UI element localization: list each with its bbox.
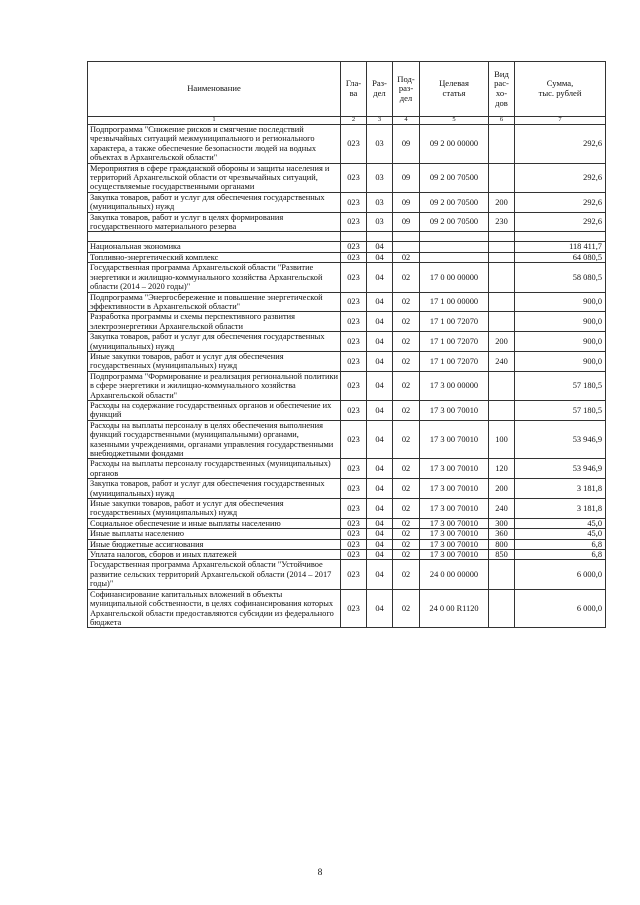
row-podrazdel-cell: 02	[393, 252, 420, 262]
table-row	[88, 371, 606, 400]
column-number: 7	[515, 117, 606, 125]
row-razdel-cell: 04	[367, 459, 393, 479]
row-target-article-cell: 17 3 00 70010	[420, 529, 489, 539]
row-podrazdel-cell: 09	[393, 163, 420, 192]
row-name-cell: Государственная программа Архангельской области "Устойчивое развитие сельских территорий Архангельской области (2014 – 2017 годы)"	[88, 560, 341, 589]
row-expense-type-cell	[489, 125, 515, 164]
row-target-article-cell: 17 3 00 70010	[420, 499, 489, 519]
row-glava-cell: 023	[341, 332, 367, 352]
row-sum-cell: 3 181,8	[515, 479, 606, 499]
row-sum-cell: 118 411,7	[515, 242, 606, 252]
header-name: Наименование	[88, 62, 341, 117]
row-name-cell: Национальная экономика	[88, 242, 341, 252]
table-row	[88, 400, 606, 420]
column-number: 6	[489, 117, 515, 125]
row-podrazdel-cell: 02	[393, 292, 420, 312]
row-razdel-cell: 04	[367, 332, 393, 352]
row-expense-type-cell: 240	[489, 499, 515, 519]
row-glava-cell: 023	[341, 263, 367, 292]
row-sum-cell: 900,0	[515, 332, 606, 352]
row-razdel-cell: 04	[367, 518, 393, 528]
table-row	[88, 242, 606, 252]
row-podrazdel-cell: 09	[393, 212, 420, 232]
row-target-article-cell: 17 1 00 72070	[420, 332, 489, 352]
column-number: 3	[367, 117, 393, 125]
table-header	[88, 62, 606, 125]
row-podrazdel-cell: 02	[393, 550, 420, 560]
row-podrazdel-cell: 09	[393, 125, 420, 164]
row-target-article-cell: 17 3 00 70010	[420, 479, 489, 499]
row-podrazdel-cell: 02	[393, 400, 420, 420]
row-expense-type-cell: 100	[489, 420, 515, 459]
row-razdel-cell: 04	[367, 312, 393, 332]
row-name-cell: Мероприятия в сфере гражданской обороны и защиты населения и территорий Архангельской области от чрезвычайных ситуаций, осуществляемые государственными органами	[88, 163, 341, 192]
row-razdel-cell	[367, 232, 393, 242]
row-razdel-cell: 03	[367, 163, 393, 192]
row-name-cell: Социальное обеспечение и иные выплаты населению	[88, 518, 341, 528]
row-glava-cell: 023	[341, 312, 367, 332]
row-podrazdel-cell	[393, 232, 420, 242]
row-podrazdel-cell: 02	[393, 479, 420, 499]
table-row	[88, 499, 606, 519]
row-glava-cell: 023	[341, 400, 367, 420]
row-sum-cell: 64 080,5	[515, 252, 606, 262]
row-podrazdel-cell: 02	[393, 518, 420, 528]
row-expense-type-cell: 230	[489, 212, 515, 232]
row-podrazdel-cell: 02	[393, 499, 420, 519]
row-expense-type-cell	[489, 292, 515, 312]
row-target-article-cell: 24 0 00 R1120	[420, 589, 489, 628]
row-expense-type-cell: 240	[489, 351, 515, 371]
row-razdel-cell: 04	[367, 263, 393, 292]
table-row	[88, 589, 606, 628]
row-razdel-cell: 04	[367, 499, 393, 519]
page-number: 8	[317, 868, 323, 878]
table-row	[88, 125, 606, 164]
row-expense-type-cell	[489, 163, 515, 192]
budget-table	[87, 61, 606, 628]
row-podrazdel-cell: 02	[393, 589, 420, 628]
row-podrazdel-cell: 02	[393, 560, 420, 589]
table-row	[88, 529, 606, 539]
row-name-cell: Подпрограмма "Формирование и реализация региональной политики в сфере энергетики и жилищно-коммунального хозяйства Архангельской области"	[88, 371, 341, 400]
table-row	[88, 420, 606, 459]
row-razdel-cell: 04	[367, 560, 393, 589]
row-expense-type-cell: 200	[489, 192, 515, 212]
table-row	[88, 351, 606, 371]
row-name-cell: Иные закупки товаров, работ и услуг для обеспечения государственных (муниципальных) нужд	[88, 351, 341, 371]
row-target-article-cell: 17 3 00 00000	[420, 371, 489, 400]
row-razdel-cell: 03	[367, 125, 393, 164]
row-name-cell: Закупка товаров, работ и услуг в целях формирования государственного материального резерва	[88, 212, 341, 232]
row-sum-cell: 58 080,5	[515, 263, 606, 292]
row-sum-cell: 292,6	[515, 192, 606, 212]
row-expense-type-cell: 200	[489, 332, 515, 352]
row-name-cell: Закупка товаров, работ и услуг для обеспечения государственных (муниципальных) нужд	[88, 332, 341, 352]
table-row	[88, 518, 606, 528]
budget-document	[87, 61, 605, 628]
row-glava-cell: 023	[341, 499, 367, 519]
row-sum-cell: 6 000,0	[515, 560, 606, 589]
row-podrazdel-cell: 02	[393, 420, 420, 459]
row-glava-cell: 023	[341, 420, 367, 459]
row-name-cell: Закупка товаров, работ и услуг для обеспечения государственных (муниципальных) нужд	[88, 479, 341, 499]
row-name-cell: Государственная программа Архангельской области "Развитие энергетики и жилищно-коммунального хозяйства Архангельской области (2014 – 2020 годы)"	[88, 263, 341, 292]
row-sum-cell: 57 180,5	[515, 371, 606, 400]
row-target-article-cell: 17 3 00 70010	[420, 550, 489, 560]
row-expense-type-cell	[489, 242, 515, 252]
row-razdel-cell: 04	[367, 351, 393, 371]
row-name-cell: Топливно-энергетический комплекс	[88, 252, 341, 262]
row-target-article-cell: 09 2 00 70500	[420, 212, 489, 232]
table-row	[88, 292, 606, 312]
row-sum-cell: 292,6	[515, 212, 606, 232]
row-podrazdel-cell: 02	[393, 263, 420, 292]
row-podrazdel-cell: 02	[393, 459, 420, 479]
row-podrazdel-cell: 02	[393, 332, 420, 352]
row-podrazdel-cell: 02	[393, 312, 420, 332]
row-glava-cell: 023	[341, 550, 367, 560]
row-sum-cell: 292,6	[515, 163, 606, 192]
row-target-article-cell: 09 2 00 70500	[420, 192, 489, 212]
table-row	[88, 332, 606, 352]
row-expense-type-cell: 300	[489, 518, 515, 528]
header-sum: Сумма, тыс. рублей	[515, 62, 606, 117]
column-number: 2	[341, 117, 367, 125]
row-glava-cell: 023	[341, 459, 367, 479]
row-sum-cell: 6,8	[515, 539, 606, 549]
row-target-article-cell	[420, 232, 489, 242]
row-glava-cell: 023	[341, 539, 367, 549]
table-row	[88, 539, 606, 549]
column-numbers-row	[88, 117, 606, 125]
row-razdel-cell: 04	[367, 400, 393, 420]
row-podrazdel-cell: 09	[393, 192, 420, 212]
row-target-article-cell: 17 3 00 70010	[420, 518, 489, 528]
row-expense-type-cell	[489, 371, 515, 400]
row-name-cell: Иные бюджетные ассигнования	[88, 539, 341, 549]
row-name-cell: Расходы на выплаты персоналу государственных (муниципальных) органов	[88, 459, 341, 479]
row-target-article-cell: 17 0 00 00000	[420, 263, 489, 292]
row-sum-cell: 45,0	[515, 529, 606, 539]
row-name-cell: Расходы на содержание государственных органов и обеспечение их функций	[88, 400, 341, 420]
row-sum-cell: 900,0	[515, 292, 606, 312]
row-target-article-cell: 17 3 00 70010	[420, 420, 489, 459]
row-glava-cell: 023	[341, 351, 367, 371]
row-target-article-cell: 17 3 00 70010	[420, 400, 489, 420]
row-glava-cell: 023	[341, 292, 367, 312]
table-row	[88, 192, 606, 212]
table-row	[88, 252, 606, 262]
row-target-article-cell: 09 2 00 70500	[420, 163, 489, 192]
row-name-cell: Расходы на выплаты персоналу в целях обеспечения выполнения функций государственными (муниципальными) органами, казенными учреждениями, органами управления государственными внебюджетными фондами	[88, 420, 341, 459]
column-number: 4	[393, 117, 420, 125]
row-expense-type-cell: 850	[489, 550, 515, 560]
row-glava-cell: 023	[341, 371, 367, 400]
row-sum-cell	[515, 232, 606, 242]
table-body	[88, 125, 606, 628]
row-name-cell: Закупка товаров, работ и услуг для обеспечения государственных (муниципальных) нужд	[88, 192, 341, 212]
row-target-article-cell: 09 2 00 00000	[420, 125, 489, 164]
row-sum-cell: 53 946,9	[515, 420, 606, 459]
row-podrazdel-cell	[393, 242, 420, 252]
row-razdel-cell: 03	[367, 192, 393, 212]
row-sum-cell: 45,0	[515, 518, 606, 528]
row-razdel-cell: 04	[367, 292, 393, 312]
row-sum-cell: 900,0	[515, 312, 606, 332]
row-target-article-cell: 17 3 00 70010	[420, 459, 489, 479]
row-target-article-cell: 17 1 00 00000	[420, 292, 489, 312]
row-razdel-cell: 04	[367, 529, 393, 539]
row-podrazdel-cell: 02	[393, 351, 420, 371]
row-name-cell	[88, 232, 341, 242]
row-sum-cell: 6,8	[515, 550, 606, 560]
row-sum-cell: 3 181,8	[515, 499, 606, 519]
row-glava-cell	[341, 232, 367, 242]
row-name-cell: Иные выплаты населению	[88, 529, 341, 539]
table-row	[88, 479, 606, 499]
row-name-cell: Уплата налогов, сборов и иных платежей	[88, 550, 341, 560]
header-expense-type: Вид рас- хо- дов	[489, 62, 515, 117]
row-podrazdel-cell: 02	[393, 529, 420, 539]
row-razdel-cell: 04	[367, 539, 393, 549]
header-razdel: Раз- дел	[367, 62, 393, 117]
row-expense-type-cell: 120	[489, 459, 515, 479]
row-expense-type-cell	[489, 312, 515, 332]
row-sum-cell: 900,0	[515, 351, 606, 371]
row-target-article-cell: 24 0 00 00000	[420, 560, 489, 589]
row-glava-cell: 023	[341, 192, 367, 212]
row-name-cell: Иные закупки товаров, работ и услуг для обеспечения государственных (муниципальных) нужд	[88, 499, 341, 519]
row-target-article-cell	[420, 242, 489, 252]
row-razdel-cell: 04	[367, 371, 393, 400]
row-expense-type-cell: 200	[489, 479, 515, 499]
table-row	[88, 312, 606, 332]
table-row	[88, 560, 606, 589]
row-expense-type-cell	[489, 400, 515, 420]
row-glava-cell: 023	[341, 518, 367, 528]
row-glava-cell: 023	[341, 252, 367, 262]
row-sum-cell: 292,6	[515, 125, 606, 164]
row-sum-cell: 53 946,9	[515, 459, 606, 479]
row-glava-cell: 023	[341, 529, 367, 539]
row-razdel-cell: 04	[367, 252, 393, 262]
row-expense-type-cell	[489, 263, 515, 292]
row-target-article-cell: 17 3 00 70010	[420, 539, 489, 549]
row-glava-cell: 023	[341, 479, 367, 499]
column-number: 5	[420, 117, 489, 125]
header-target-article: Целевая статья	[420, 62, 489, 117]
table-row	[88, 263, 606, 292]
row-glava-cell: 023	[341, 242, 367, 252]
table-row	[88, 459, 606, 479]
row-razdel-cell: 04	[367, 420, 393, 459]
row-glava-cell: 023	[341, 212, 367, 232]
row-expense-type-cell	[489, 560, 515, 589]
row-expense-type-cell: 800	[489, 539, 515, 549]
spacer-row	[88, 232, 606, 242]
row-target-article-cell: 17 1 00 72070	[420, 351, 489, 371]
header-podrazdel: Под- раз- дел	[393, 62, 420, 117]
row-glava-cell: 023	[341, 163, 367, 192]
column-number: 1	[88, 117, 341, 125]
table-row	[88, 550, 606, 560]
row-sum-cell: 6 000,0	[515, 589, 606, 628]
row-razdel-cell: 03	[367, 212, 393, 232]
row-razdel-cell: 04	[367, 550, 393, 560]
row-podrazdel-cell: 02	[393, 371, 420, 400]
row-glava-cell: 023	[341, 560, 367, 589]
row-razdel-cell: 04	[367, 479, 393, 499]
row-glava-cell: 023	[341, 125, 367, 164]
row-name-cell: Софинансирование капитальных вложений в объекты муниципальной собственности, в целях софинансирования которых Архангельской области предоставляются субсидии из федерального бюджета	[88, 589, 341, 628]
row-name-cell: Разработка программы и схемы перспективного развития электроэнергетики Архангельской области	[88, 312, 341, 332]
row-razdel-cell: 04	[367, 589, 393, 628]
row-podrazdel-cell: 02	[393, 539, 420, 549]
row-sum-cell: 57 180,5	[515, 400, 606, 420]
row-name-cell: Подпрограмма "Снижение рисков и смягчение последствий чрезвычайных ситуаций межмуниципального и регионального характера, а также обеспечение безопасности людей на водных объектах в Архангельской области"	[88, 125, 341, 164]
table-row	[88, 212, 606, 232]
row-expense-type-cell	[489, 232, 515, 242]
row-target-article-cell	[420, 252, 489, 262]
row-razdel-cell: 04	[367, 242, 393, 252]
row-expense-type-cell: 360	[489, 529, 515, 539]
row-name-cell: Подпрограмма "Энергосбережение и повышение энергетической эффективности в Архангельской области"	[88, 292, 341, 312]
row-expense-type-cell	[489, 589, 515, 628]
header-glava: Гла- ва	[341, 62, 367, 117]
row-glava-cell: 023	[341, 589, 367, 628]
row-target-article-cell: 17 1 00 72070	[420, 312, 489, 332]
table-row	[88, 163, 606, 192]
row-expense-type-cell	[489, 252, 515, 262]
